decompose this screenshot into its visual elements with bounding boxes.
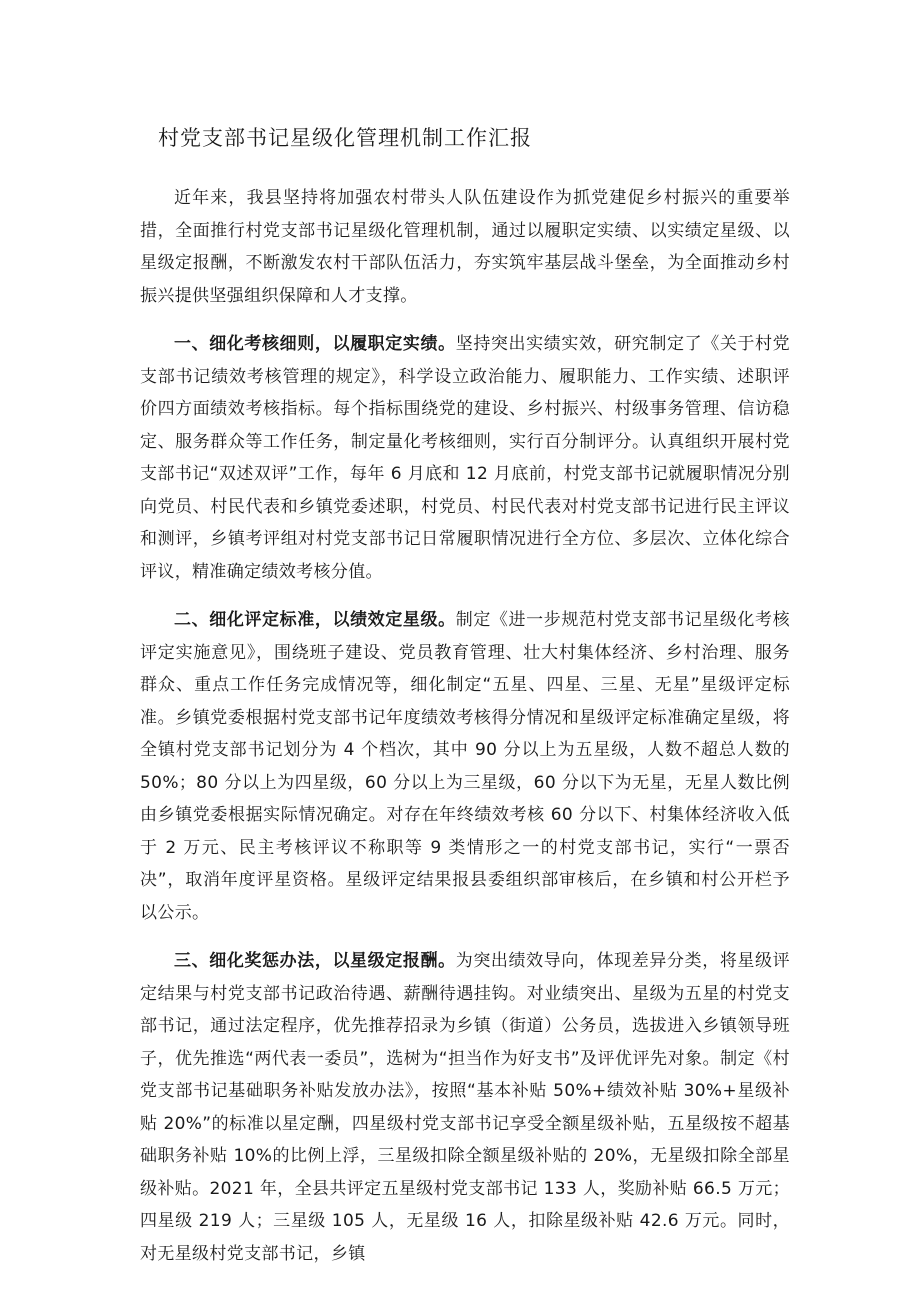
section-3-paragraph xyxy=(140,945,790,1270)
intro-paragraph: 近年来，我县坚持将加强农村带头人队伍建设作为抓党建促乡村振兴的重要举措，全面推行村党支部书记星级化管理机制，通过以履职定实绩、以实绩定星级、以星级定报酬，不断激发农村干部队伍活力，夯实筑牢基层战斗堡垒，为全面推动乡村振兴提供坚强组织保障和人才支撑。 xyxy=(140,188,790,306)
section-1-heading: 一、细化考核细则，以履职定实绩。 xyxy=(174,334,456,354)
section-1-body: 坚持突出实绩实效，研究制定了《关于村党支部书记绩效考核管理的规定》，科学设立政治能力、履职能力、工作实绩、述职评价四方面绩效考核指标。每个指标围绕党的建设、乡村振兴、村级事务管理、信访稳定、服务群众等工作任务，制定量化考核细则，实行百分制评分。认真组织开展村党支部书记“双述双评”工作，每年 6 月底和 12 月底前，村党支部书记就履职情况分别向党员、村民代表和乡镇党委述职，村党员、村民代表对村党支部书记进行民主评议和测评，乡镇考评组对村党支部书记日常履职情况进行全方位、多层次、立体化综合评议，精准确定绩效考核分值。 xyxy=(140,334,790,582)
document-title: 村党支部书记星级化管理机制工作汇报 xyxy=(158,126,532,150)
section-3-heading: 三、细化奖惩办法，以星级定报酬。 xyxy=(174,951,456,971)
section-2-heading: 二、细化评定标准，以绩效定星级。 xyxy=(174,610,456,630)
document-page xyxy=(140,120,790,1286)
section-1-paragraph xyxy=(140,328,790,588)
section-3-body: 为突出绩效导向，体现差异分类，将星级评定结果与村党支部书记政治待遇、薪酬待遇挂钩。对业绩突出、星级为五星的村党支部书记，通过法定程序，优先推荐招录为乡镇（街道）公务员，选拔进入乡镇领导班子，优先推选“两代表一委员”，选树为“担当作为好支书”及评优评先对象。制定《村党支部书记基础职务补贴发放办法》，按照“基本补贴 50%+绩效补贴 30%+星级补贴 20%”的标准以星定酬，四星级村党支部书记享受全额星级补贴，五星级按不超基础职务补贴 10%的比例上浮，三星级扣除全额星级补贴的 20%，无星级扣除全部星级补贴。2021 年，全县共评定五星级村党支部书记 133 人，奖励补贴 66.5 万元；四星级 219 人；三星级 105 人，无星级 16 人，扣除星级补贴 42.6 万元。同时，对无星级村党支部书记，乡镇 xyxy=(140,951,790,1264)
section-2-paragraph xyxy=(140,604,790,929)
section-2-body: 制定《进一步规范村党支部书记星级化考核评定实施意见》，围绕班子建设、党员教育管理、壮大村集体经济、乡村治理、服务群众、重点工作任务完成情况等，细化制定“五星、四星、三星、无星”星级评定标准。乡镇党委根据村党支部书记年度绩效考核得分情况和星级评定标准确定星级，将全镇村党支部书记划分为 4 个档次，其中 90 分以上为五星级，人数不超总人数的 50%；80 分以上为四星级，60 分以上为三星级，60 分以下为无星，无星人数比例由乡镇党委根据实际情况确定。对存在年终绩效考核 60 分以下、村集体经济收入低于 2 万元、民主考核评议不称职等 9 类情形之一的村党支部书记，实行“一票否决”，取消年度评星资格。星级评定结果报县委组织部审核后，在乡镇和村公开栏予以公示。 xyxy=(140,610,790,923)
